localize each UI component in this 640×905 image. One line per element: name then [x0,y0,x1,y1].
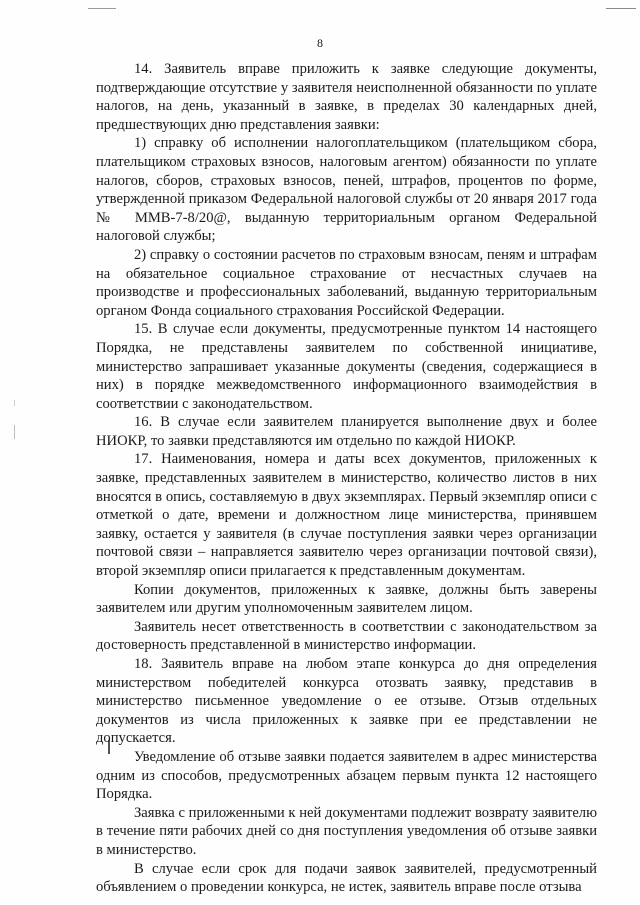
scan-artifact-mark [14,400,15,406]
paragraph: 14. Заявитель вправе приложить к заявке следующие документы, подтверждающие отсутствие у заявителя неисполненной обязанности по уплате налогов, на день, указанный в заявке, в пределах 30 календарных дней, предшествующих дню представления заявки: [96,61,597,133]
paragraph: 16. В случае если заявителем планируется выполнение двух и более НИОКР, то заявки представляются им отдельно по каждой НИОКР. [96,414,597,449]
paragraph: Заявитель несет ответственность в соответствии с законодательством за достоверность представленной в министерство информации. [96,618,597,654]
page-number: 8 [317,36,323,50]
paragraph: Копии документов, приложенных к заявке, должны быть заверены заявителем или другим уполномоченным заявителем лицом. [96,581,597,617]
scan-artifact-mark [14,425,15,439]
paragraph: 18. Заявитель вправе на любом этапе конкурса до дня определения министерством победителей конкурса отозвать заявку, представив в министерство письменное уведомление о ее отзыве. Отзыв отдельных документов из числа приложенных к заявке при ее представлении не допускается. [96,656,597,747]
paragraph: 1) справку об исполнении налогоплательщиком (плательщиком сбора, плательщиком страховых взносов, налоговым агентом) обязанности по уплате налогов, сборов, страховых взносов, пеней, штрафов, процентов по форме, утвержденной приказом Федеральной налоговой службы от 20 января 2017 года № ММВ-7-8/20@, выданную территориальным органом Федеральной налоговой службы; [96,135,597,245]
paragraph: 15. В случае если документы, предусмотренные пунктом 14 настоящего Порядка, не представлены заявителем по собственной инициативе, министерство запрашивает указанные документы (сведения, содержащиеся в них) в порядке межведомственного информационного взаимодействия в соответствии с законодательством. [96,321,597,412]
paragraph: 17. Наименования, номера и даты всех документов, приложенных к заявке, представленных заявителем в министерство, количество листов в них вносятся в опись, составляемую в двух экземплярах. Первый экземпляр описи с отметкой о дате, времени и должностном лице министерства, принявшем заявку, остается у заявителя (в случае поступления заявки через организации почтовой связи – направляется заявителю через организации почтовой связи), второй экземпляр описи прилагается к представленным документам. [96,451,597,580]
document-body [96,60,597,897]
paragraph: 2) справку о состоянии расчетов по страховым взносам, пеням и штрафам на обязательное социальное страхование от несчастных случаев на производстве и профессиональных заболеваний, выданную территориальным органом Фонда социального страхования Российской Федерации. [96,246,597,319]
scan-artifact-line [88,8,116,9]
paragraph: Уведомление об отзыве заявки подается заявителем в адрес министерства одним из способов, предусмотренных абзацем первым пункта 12 настоящего Порядка. [96,748,597,803]
scan-artifact-line [606,8,636,9]
paragraph: Заявка с приложенными к ней документами подлежит возврату заявителю в течение пяти рабочих дней со дня поступления уведомления об отзыве заявки в министерство. [96,804,597,858]
paragraph: В случае если срок для подачи заявок заявителей, предусмотренный объявлением о проведении конкурса, не истек, заявитель вправе после отзыва [96,860,597,896]
